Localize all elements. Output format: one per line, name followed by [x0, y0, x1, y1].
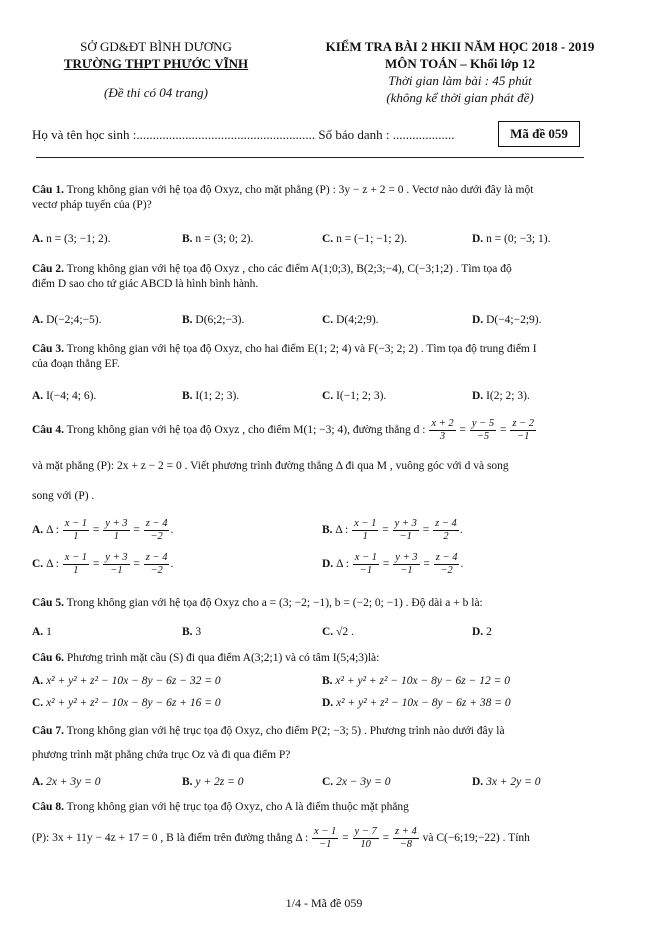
option-c: C. Δ : $\frac{x - 1}{1}$ = $\frac{y + 3}{-1}$ = $\frac{z - 4}{-2}$ . — [32, 552, 174, 576]
option-c: C. D(4;2;9). — [322, 314, 379, 326]
option-b: B. 3 — [182, 626, 202, 638]
question-2-options — [32, 314, 616, 330]
question-6: Câu 6. Phương trình mặt cầu (S) đi qua điểm A(3;2;1) và có tâm I(5;4;3)là: — [32, 652, 380, 664]
option-c: C. √2 . — [322, 626, 354, 638]
department-name: SỞ GD&ĐT BÌNH DƯƠNG — [80, 39, 232, 54]
question-5: Câu 5. Trong không gian với hệ tọa độ Oxyz cho a = (3; −2; −1), b = (−2; 0; −1) . Độ dài a + b là: — [32, 597, 483, 609]
question-7: Câu 7. Trong không gian với hệ trục tọa độ Oxyz, cho điểm P(2; −3; 5) . Phương trình nào dưới đây là phương trình mặt phẳng chứa trục Oz và đi qua điểm P? — [32, 725, 505, 761]
option-b: B. Δ : $\frac{x - 1}{1}$ = $\frac{y + 3}{-1}$ = $\frac{z - 4}{2}$ . — [322, 518, 463, 542]
option-b: B. I(1; 2; 3). — [182, 390, 240, 402]
option-a: A. I(−4; 4; 6). — [32, 390, 97, 402]
option-c: C. n = (−1; −1; 2). — [322, 233, 407, 245]
school-name: TRƯỜNG THPT PHƯỚC VĨNH — [63, 56, 249, 71]
option-b: B. y + 2z = 0 — [182, 776, 244, 788]
option-d: D. I(2; 2; 3). — [472, 390, 530, 402]
option-b: B. n = (3; 0; 2). — [182, 233, 254, 245]
question-3: Câu 3. Trong không gian với hệ tọa độ Oxyz, cho hai điểm E(1; 2; 4) và F(−3; 2; 2) . Tìm tọa độ trung điểm I của đoạn thẳng EF. — [32, 343, 537, 370]
option-a: A. 2x + 3y = 0 — [32, 776, 101, 788]
option-b: B. D(6;2;−3). — [182, 314, 245, 326]
question-6-options-row1 — [32, 675, 616, 691]
option-a: A. x² + y² + z² − 10x − 8y − 6z − 32 = 0 — [32, 675, 221, 687]
question-1: Câu 1. Trong không gian với hệ tọa độ Oxyz, cho mặt phẳng (P) : 3y − z + 2 = 0 . Vectơ nào dưới đây là một vectơ pháp tuyến của (P)? — [32, 184, 534, 211]
time-limit: Thời gian làm bài : 45 phút — [388, 73, 532, 88]
option-c: C. x² + y² + z² − 10x − 8y − 6z + 16 = 0 — [32, 697, 221, 709]
header-right — [296, 38, 624, 106]
header-left — [36, 38, 276, 101]
option-a: A. 1 — [32, 626, 52, 638]
question-1-options — [32, 233, 616, 249]
time-note: (không kể thời gian phát đề) — [386, 90, 534, 105]
question-8-cont: (P): 3x + 11y − 4z + 17 = 0 , B là điểm trên đường thẳng Δ : $\frac{x - 1}{-1}$ = $\frac{y - 7}{10}$ = $\frac{z + 4}{-8}$ và C(−6;19;−22) . Tính — [32, 826, 530, 850]
exam-title: KIỂM TRA BÀI 2 HKII NĂM HỌC 2018 - 2019 — [325, 39, 595, 54]
question-4-options-row2 — [32, 552, 616, 582]
question-4-cont2: song với (P) . — [32, 490, 95, 502]
question-4-cont: và mặt phẳng (P): 2x + z − 2 = 0 . Viết phương trình đường thẳng Δ đi qua M , vuông góc với d và song — [32, 460, 509, 472]
page-footer: 1/4 - Mã đề 059 — [285, 896, 363, 910]
question-8: Câu 8. Trong không gian với hệ trục tọa độ Oxyz, cho A là điểm thuộc mặt phẳng — [32, 801, 409, 813]
student-info-line: Họ và tên học sinh :....................................................... Số báo danh : ................... — [32, 127, 455, 142]
option-b: B. x² + y² + z² − 10x − 8y − 6z − 12 = 0 — [322, 675, 510, 687]
option-d: D. n = (0; −3; 1). — [472, 233, 551, 245]
question-6-options-row2 — [32, 697, 616, 713]
option-d: D. x² + y² + z² − 10x − 8y − 6z + 38 = 0 — [322, 697, 511, 709]
option-c: C. I(−1; 2; 3). — [322, 390, 387, 402]
option-d: D. 3x + 2y = 0 — [472, 776, 541, 788]
option-d: D. 2 — [472, 626, 492, 638]
question-2: Câu 2. Trong không gian với hệ tọa độ Oxyz , cho các điểm A(1;0;3), B(2;3;−4), C(−3;1;2) . Tìm tọa độ điểm D sao cho tứ giác ABCD là hình bình hành. — [32, 263, 512, 290]
question-7-options — [32, 776, 616, 792]
question-3-options — [32, 390, 616, 406]
header-divider — [36, 157, 584, 158]
pages-note: (Đề thi có 04 trang) — [104, 85, 208, 100]
option-a: A. D(−2;4;−5). — [32, 314, 102, 326]
option-a: A. n = (3; −1; 2). — [32, 233, 111, 245]
subject-title: MÔN TOÁN – Khối lớp 12 — [384, 56, 536, 71]
option-d: D. D(−4;−2;9). — [472, 314, 542, 326]
exam-code-box: Mã đề 059 — [498, 121, 580, 147]
question-4: Câu 4. Trong không gian với hệ tọa độ Oxyz , cho điểm M(1; −3; 4), đường thẳng d : $\frac{x + 2}{3}$ = $\frac{y - 5}{-5}$ = $\frac{z - 2}{-1}$ — [32, 418, 535, 442]
option-c: C. 2x − 3y = 0 — [322, 776, 391, 788]
question-5-options — [32, 626, 616, 642]
option-d: D. Δ : $\frac{x - 1}{-1}$ = $\frac{y + 3}{-1}$ = $\frac{z - 4}{-2}$ . — [322, 552, 464, 576]
option-a: A. Δ : $\frac{x - 1}{1}$ = $\frac{y + 3}{1}$ = $\frac{z - 4}{-2}$ . — [32, 518, 174, 542]
question-4-options-row1 — [32, 518, 616, 548]
